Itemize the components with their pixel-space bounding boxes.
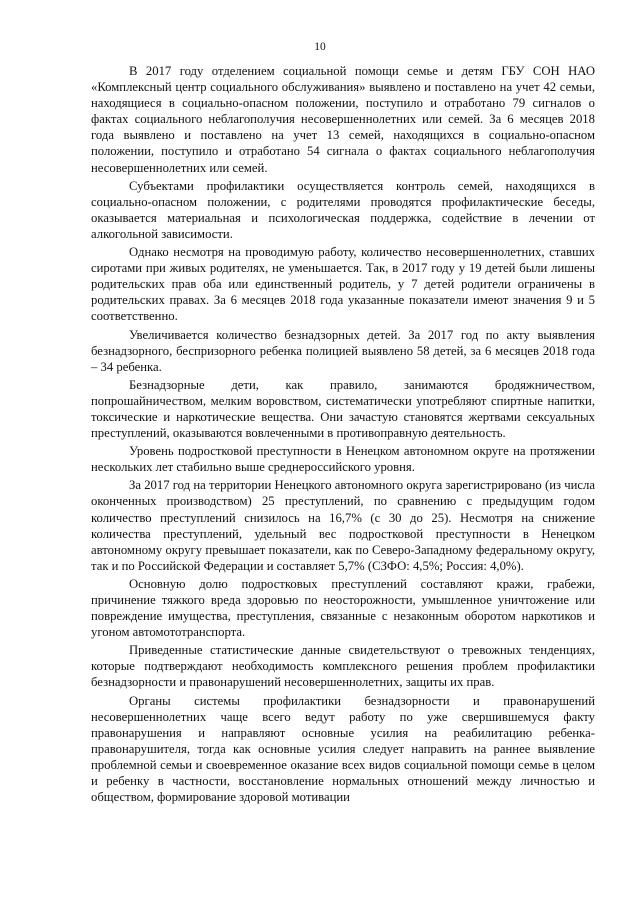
paragraph-orphans: Однако несмотря на проводимую работу, количество несовершеннолетних, ставших сиротами при живых родителях, не уменьшается. Так, в 2017 году у 19 детей были лишены родительских прав оба или единственный родитель, у 7 детей родители ограничены в родительских правах. За 6 месяцев 2018 года указанные показатели имеют значения 9 и 5 соответственно. <box>91 245 595 324</box>
paragraph-crime-types: Основную долю подростковых преступлений составляют кражи, грабежи, причинение тяжкого вреда здоровью по неосторожности, умышленное уничтожение или повреждение имущества, преступления, связанные с незаконным оборотом наркотиков и угоном автомототранспорта. <box>91 576 595 640</box>
paragraph-trends: Приведенные статистические данные свидетельствуют о тревожных тенденциях, которые подтверждают необходимость комплексного решения проблем профилактики безнадзорности и правонарушений несовершеннолетних, защиты их прав. <box>91 643 595 690</box>
paragraph-crime-statistics: За 2017 год на территории Ненецкого автономного округа зарегистрировано (из числа оконченных производством) 25 преступлений, по сравнению с предыдущим годом количество преступлений снизилось на 16,7% (с 30 до 25). Несмотря на снижение количества преступлений, удельный вес подростковой преступности в Ненецком автономному округу превышает показатели, как по Северо-Западному федеральному округу, так и по Российской Федерации и составляет 5,7% (СЗФО: 4,5%; Россия: 4,0%). <box>91 478 595 573</box>
paragraph-juvenile-crime-level: Уровень подростковой преступности в Ненецком автономном округе на протяжении нескольких лет стабильно выше среднероссийского уровня. <box>91 444 595 475</box>
body-text <box>91 63 595 805</box>
paragraph-neglected-children: Увеличивается количество безнадзорных детей. За 2017 год по акту выявления безнадзорного, беспризорного ребенка полицией выявлено 58 детей, за 6 месяцев 2018 года – 34 ребенка. <box>91 327 595 374</box>
paragraph-family-control: Субъектами профилактики осуществляется контроль семей, находящихся в социально-опасном положении, с родителями проводятся профилактические беседы, оказывается материальная и психологическая поддержка, содействие в лечении от алкогольной зависимости. <box>91 178 595 241</box>
paragraph-family-registration: В 2017 году отделением социальной помощи семье и детям ГБУ СОН НАО «Комплексный центр социального обслуживания» выявлено и поставлено на учет 42 семьи, находящиеся в социально-опасном положении, поступило и отработано 79 сигналов о фактах социального неблагополучия несовершеннолетних или семей. За 6 месяцев 2018 года выявлено и поставлено на учет 13 семей, находящихся в социально-опасном положении, поступило и отработано 54 сигнала о фактах социального неблагополучия несовершеннолетних или семей. <box>91 64 595 175</box>
page-number: 10 <box>314 41 326 53</box>
paragraph-prevention-bodies: Органы системы профилактики безнадзорности и правонарушений несовершеннолетних чаще всего ведут работу по уже свершившемуся факту правонарушения и направляют основные усилия на реабилитацию ребенка-правонарушителя, тогда как основные усилия следует направить на раннее выявление проблемной семьи и своевременное оказание всех видов социальной помощи семье в целом и ребенку в частности, восстановление нормальных отношений между личностью и обществом, формирование здоровой мотивации <box>91 693 595 805</box>
paragraph-neglected-behavior: Безнадзорные дети, как правило, занимаются бродяжничеством, попрошайничеством, мелким воровством, систематически употребляют спиртные напитки, токсические и наркотические вещества. Они зачастую становятся жертвами сексуальных преступлений, оказываются вовлеченными в противоправную деятельность. <box>91 377 595 441</box>
